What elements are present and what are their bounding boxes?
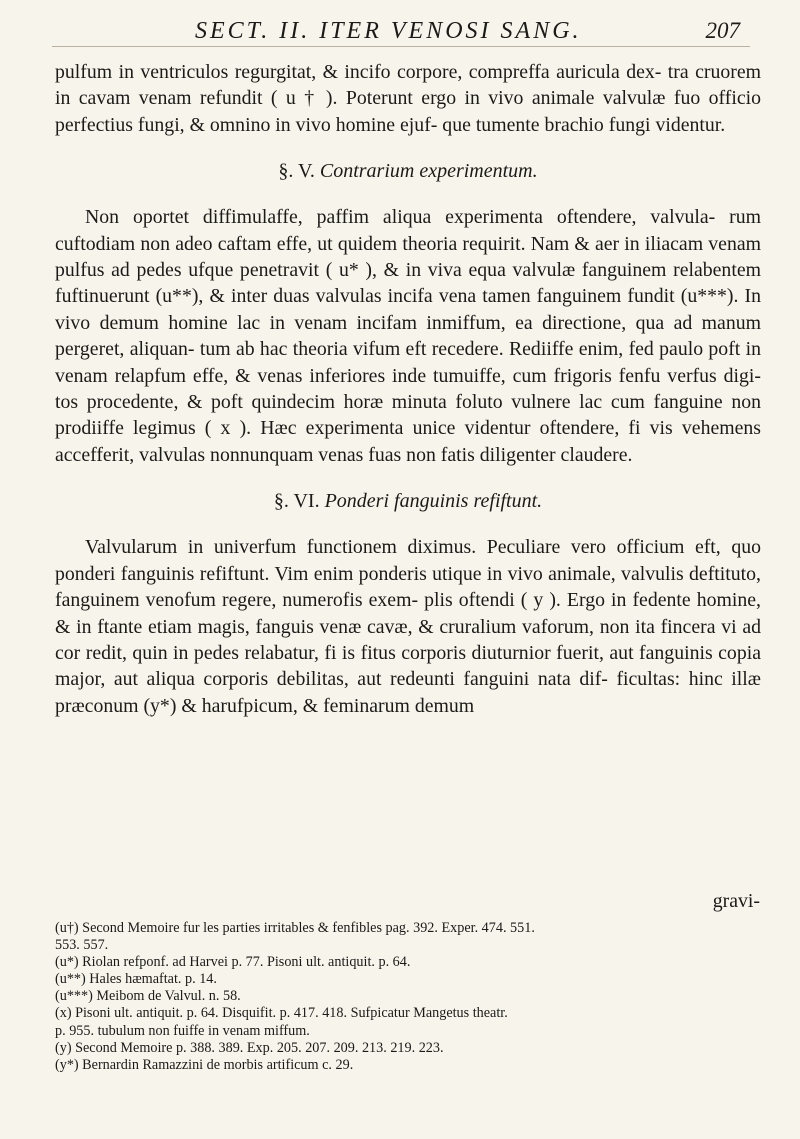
header-rule xyxy=(52,46,750,47)
paragraph-2: Non oportet diffimulaffe, paffim aliqua experimenta oftendere, valvula- rum cuftodiam non adeo caftam effe, ut quidem theoria requirit. Nam & aer in iliacam venam pulfus ad pedes ufque penetravit ( u* ), & in viva equa valvulæ fanguinem relabentem fuftinuerunt (u**), & inter duas valvulas incifa vena tamen fanguinem fundit (u***). In vivo demum homine lac in venam incifam inmiffum, ea directione, qua ad manum pergeret, aliquan- tum ab hac theoria vifum eft recedere. Rediiffe enim, fed paulo poft in venam relapfum effe, & venas inferiores inde tumuiffe, cum frigoris fenfu verfus digi- tos procedente, & poft quindecim horæ minuta foluto vulnere lac cum fanguine non prodiiffe legimus ( x ). Hæc experimenta unice videntur oftendere, fi vis vehemens accefferit, valvulas nonnunquam venas fuas non fatis diligenter claudere. xyxy=(55,206,761,466)
section-heading-5 xyxy=(55,158,761,184)
page-header xyxy=(195,14,740,48)
section-title: Ponderi fanguinis refiftunt. xyxy=(324,490,543,513)
footnote: p. 955. tubulum non fuiffe in venam miffum. xyxy=(55,1022,310,1039)
footnotes xyxy=(55,920,761,1074)
section-number: §. VI. xyxy=(273,490,320,513)
footnote: (u***) Meibom de Valvul. n. 58. xyxy=(55,988,241,1005)
section-title: Contrarium experimentum. xyxy=(319,160,538,183)
section-number: §. V. xyxy=(278,160,315,183)
paragraph-3: Valvularum in univerfum functionem diximus. Peculiare vero officium eft, quo ponderi fanguinis refiftunt. Vim enim ponderis utique in vivo animale, valvulis deftituto, fanguinem venofum regere, numerofis exem- plis oftendi ( y ). Ergo in fedente homine, & in ftante etiam magis, fanguis venæ cavæ, & cruralium vaforum, non ita fincera vi ad cor redit, quin in pedes relabatur, fi is fitus corporis diuturnior fuerit, aut fanguinis copia major, aut aliqua corporis debilitas, aut redeunti fanguini nata dif- ficultas: hinc illæ præconum (y*) & harufpicum, & feminarum demum xyxy=(55,536,761,717)
page-number: 207 xyxy=(705,18,740,43)
footnote: (u*) Riolan refponf. ad Harvei p. 77. Pisoni ult. antiquit. p. 64. xyxy=(55,954,411,971)
running-head: SECT. II. ITER VENOSI SANG. xyxy=(195,18,582,44)
footnote: (x) Pisoni ult. antiquit. p. 64. Disquifit. p. 417. 418. Sufpicatur Mangetus theatr. xyxy=(55,1005,508,1022)
section-heading-6 xyxy=(55,488,761,514)
paragraph-1: pulfum in ventriculos regurgitat, & incifo corpore, compreffa auricula dex- tra cruorem in cavam venam refundit ( u † ). Poterunt ergo in vivo animale valvulæ fuo officio perfectius fungi, & omnino in vivo homine ejuf- que tumente brachio fungi videntur. xyxy=(55,61,761,136)
catchword: gravi- xyxy=(712,890,760,912)
footnote: 553. 557. xyxy=(55,937,109,954)
footnote: (u†) Second Memoire fur les parties irritables & fenfibles pag. 392. Exper. 474. 551. xyxy=(55,920,535,936)
footnote: (u**) Hales hæmaftat. p. 14. xyxy=(55,971,217,988)
footnote: (y*) Bernardin Ramazzini de morbis artificum c. 29. xyxy=(55,1056,354,1073)
main-text xyxy=(55,59,761,719)
footnote: (y) Second Memoire p. 388. 389. Exp. 205. 207. 209. 213. 219. 223. xyxy=(55,1039,444,1056)
